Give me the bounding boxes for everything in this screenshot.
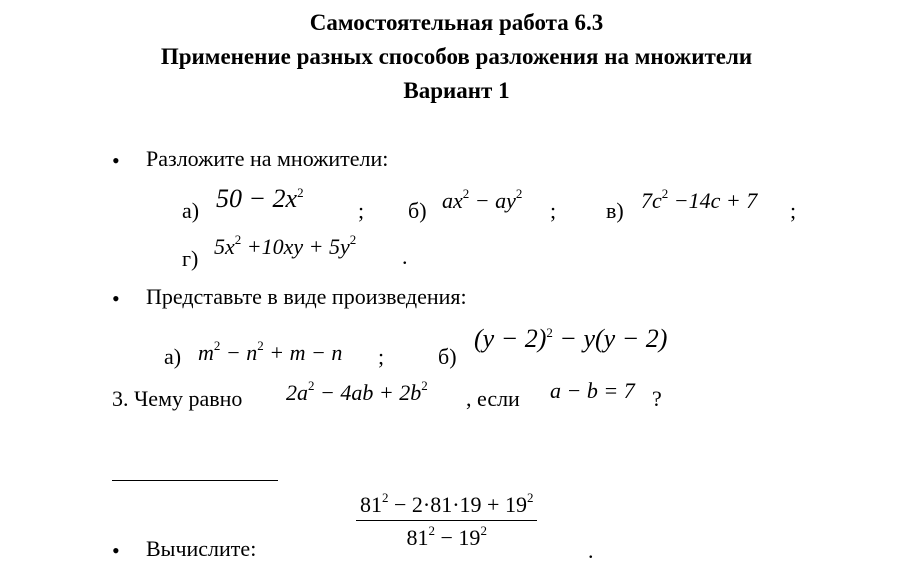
task2-a-label: а) — [164, 344, 182, 369]
task1-instruction: Разложите на множители: — [146, 146, 389, 171]
divider-line — [112, 480, 278, 481]
task1-c-expression: $7c^2 -14c + 7$ — [641, 186, 758, 213]
worksheet-topic: Применение разных способов разложения на множители — [160, 44, 753, 69]
bullet-icon: • — [112, 538, 120, 563]
task1-c-label: в) — [606, 198, 624, 223]
task2-a-separator: ; — [378, 344, 385, 369]
task1-b-label: б) — [408, 198, 427, 223]
worksheet-title: Самостоятельная работа 6.3 — [309, 10, 604, 35]
task4-separator: . — [588, 538, 594, 563]
task1-b-expression: $ax^2 - ay^2$ — [442, 186, 523, 213]
task2-b-label: б) — [438, 344, 457, 369]
task4-instruction: Вычислите: — [146, 536, 257, 561]
task1-d-expression: $5x^2 +10xy + 5y^2$ — [214, 232, 357, 259]
task3-expression: $2a^2 - 4ab + 2b^2$ — [286, 378, 428, 405]
task3-question-mark: ? — [652, 386, 662, 411]
task1-b-separator: ; — [550, 198, 557, 223]
task2-a-expression: $m^2 - n^2 + m - n$ — [198, 338, 343, 365]
task4-fraction — [356, 490, 537, 551]
task1-d-separator: . — [402, 244, 408, 269]
worksheet-variant: Вариант 1 — [403, 78, 510, 103]
fraction-denominator: $81^2 - 19^2$ — [406, 523, 487, 550]
task1-a-expression: $50 - 2x^2$ — [216, 184, 304, 213]
task2-instruction: Представьте в виде произведения: — [146, 284, 467, 309]
bullet-icon: • — [112, 148, 120, 173]
task1-a-separator: ; — [358, 198, 365, 223]
task1-c-separator: ; — [790, 198, 797, 223]
bullet-icon: • — [112, 286, 120, 311]
task3-question: 3. Чему равно — [112, 386, 243, 411]
task2-b-expression: $(y - 2)^2 - y(y - 2)$ — [474, 324, 668, 353]
task3-condition: a − b = 7 — [550, 378, 635, 403]
task1-d-label: г) — [182, 246, 199, 271]
task1-a-label: а) — [182, 198, 200, 223]
fraction-numerator: $81^2 - 2\cdot 81\cdot 19 + 19^2$ — [356, 490, 537, 521]
task3-condition-prefix: , если — [466, 386, 520, 411]
